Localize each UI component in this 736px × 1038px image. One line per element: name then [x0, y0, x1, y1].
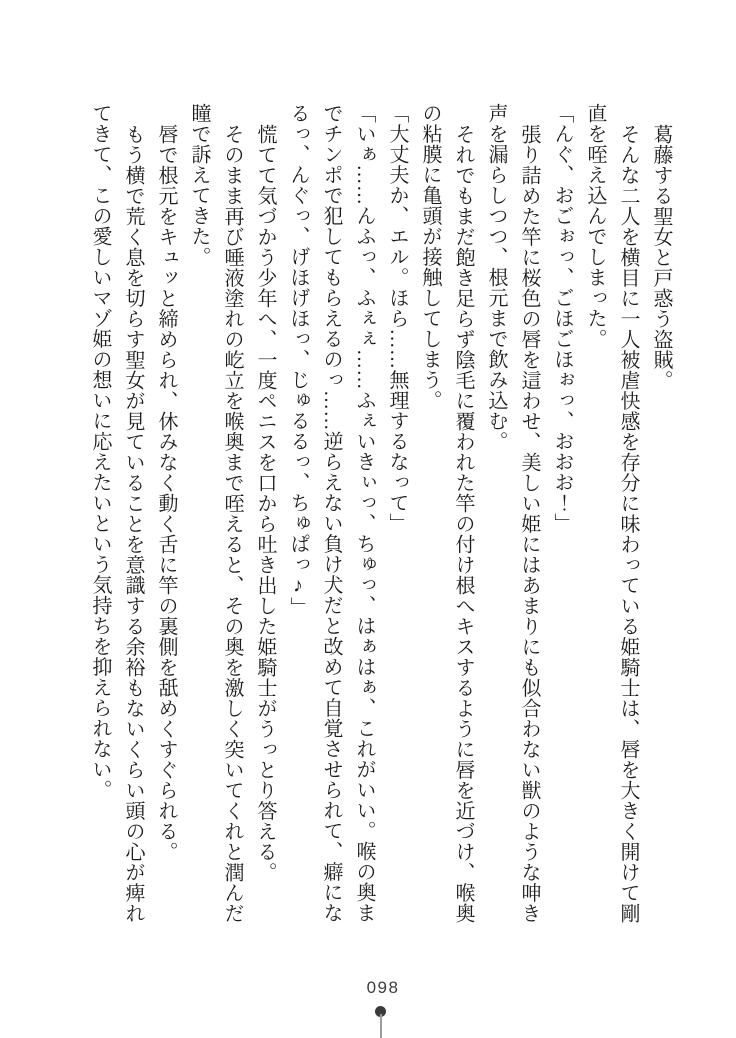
paragraph: 葛藤する聖女と戸惑う盗賊。: [650, 123, 672, 390]
paragraph: もう横で荒く息を切らす聖女が見ていることを意識する余裕もないくらい頭の心が痺れてきて、この愛しいマゾ姫の想いに応えたいという気持ちを抑えられない。: [89, 103, 144, 923]
paragraph: 慌てて気づかう少年へ、一度ペニスを口から吐き出した姫騎士がうっとり答える。: [254, 123, 276, 882]
page-text: [83, 103, 677, 933]
paragraph: 唇で根元をキュッと締められ、休みなく動く舌に竿の裏側を舐めくすぐられる。: [155, 123, 177, 862]
paragraph-dialogue: 「大丈夫か、エル。ほら……無理するなって」: [386, 103, 408, 534]
page-number: 098: [366, 978, 400, 997]
paragraph-dialogue: 「んぐ、おごぉっ、ごほごほぉっ、おおお！」: [551, 103, 573, 534]
footer-marker-line: [380, 1014, 382, 1038]
paragraph: それでもまだ飽き足らず陰毛に覆われた竿の付け根へキスするように唇を近づけ、喉奥の粘膜に亀頭が接触してしまう。: [419, 103, 474, 923]
paragraph: そのまま再び唾液塗れの屹立を喉奥まで咥えると、その奥を激しく突いてくれと潤んだ瞳で訴えてきた。: [188, 103, 243, 923]
paragraph-dialogue: 「いぁ……んふっ、ふぇぇ……ふぇいきぃっ、ちゅっ、はぁはぁ、これがいい。喉の奥までチンポで犯してもらえるのっ……逆らえない負け犬だと改めて自覚させられて、癖になるっ、んぐっ、げほげほっ、じゅるるっ、ちゅぱっ♪」: [287, 103, 375, 923]
paragraph: 張り詰めた竿に桜色の唇を這わせ、美しい姫にはあまりにも似合わない獣のような呻き声を漏らしつつ、根元まで飲み込む。: [485, 103, 540, 923]
paragraph: そんな二人を横目に一人被虐快感を存分に味わっている姫騎士は、唇を大きく開けて剛直を咥え込んでしまった。: [584, 103, 639, 923]
